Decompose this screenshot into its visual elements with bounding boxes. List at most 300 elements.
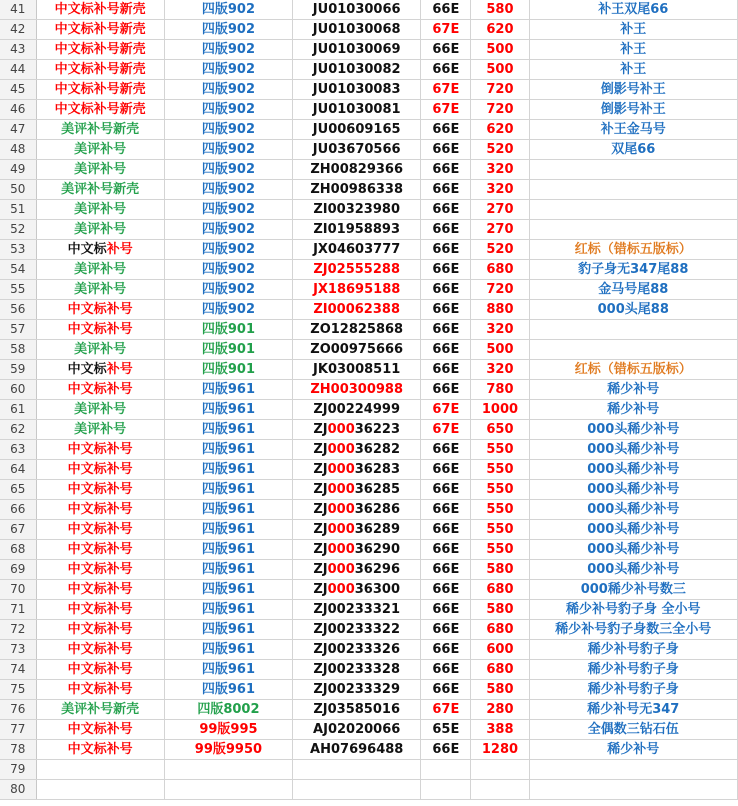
cell-version[interactable] (164, 220, 292, 240)
cell-serial[interactable] (293, 480, 421, 500)
cell-category[interactable] (36, 540, 164, 560)
cell-note[interactable] (529, 100, 737, 120)
cell-serial[interactable] (293, 80, 421, 100)
cell-price[interactable] (471, 420, 529, 440)
cell-category[interactable] (36, 760, 164, 780)
cell-code[interactable] (421, 80, 471, 100)
cell-version[interactable] (164, 720, 292, 740)
cell-version[interactable] (164, 260, 292, 280)
cell-price[interactable] (471, 480, 529, 500)
cell-category[interactable] (36, 640, 164, 660)
cell-code[interactable] (421, 600, 471, 620)
cell-price[interactable] (471, 340, 529, 360)
cell-price[interactable] (471, 120, 529, 140)
cell-price[interactable] (471, 260, 529, 280)
cell-version[interactable] (164, 780, 292, 800)
row-number[interactable]: 50 (0, 180, 36, 200)
cell-note[interactable] (529, 620, 737, 640)
cell-note[interactable] (529, 680, 737, 700)
cell-code[interactable] (421, 760, 471, 780)
cell-note[interactable] (529, 460, 737, 480)
cell-note[interactable] (529, 240, 737, 260)
cell-note[interactable] (529, 400, 737, 420)
cell-version[interactable] (164, 560, 292, 580)
cell-version[interactable] (164, 160, 292, 180)
cell-serial[interactable] (293, 740, 421, 760)
cell-serial[interactable] (293, 540, 421, 560)
cell-note[interactable] (529, 500, 737, 520)
cell-code[interactable] (421, 240, 471, 260)
cell-version[interactable] (164, 240, 292, 260)
cell-text: 稀少补号豹子身 (587, 682, 679, 697)
cell-serial[interactable] (293, 40, 421, 60)
cell-version[interactable] (164, 760, 292, 780)
cell-note[interactable] (529, 140, 737, 160)
cell-serial[interactable] (293, 220, 421, 240)
cell-category[interactable] (36, 260, 164, 280)
cell-code[interactable] (421, 340, 471, 360)
cell-serial[interactable] (293, 580, 421, 600)
row-number[interactable]: 70 (0, 580, 36, 600)
cell-code[interactable] (421, 40, 471, 60)
cell-price[interactable] (471, 280, 529, 300)
cell-category[interactable] (36, 520, 164, 540)
cell-serial[interactable] (293, 700, 421, 720)
cell-note[interactable] (529, 340, 737, 360)
cell-price[interactable] (471, 520, 529, 540)
cell-price[interactable] (471, 20, 529, 40)
cell-text: 320 (486, 182, 514, 197)
cell-note[interactable] (529, 780, 737, 800)
cell-version[interactable] (164, 60, 292, 80)
cell-category[interactable] (36, 480, 164, 500)
cell-price[interactable] (471, 40, 529, 60)
cell-serial[interactable] (293, 560, 421, 580)
cell-note[interactable] (529, 300, 737, 320)
cell-price[interactable] (471, 300, 529, 320)
cell-serial[interactable] (293, 360, 421, 380)
cell-code[interactable] (421, 100, 471, 120)
cell-category[interactable] (36, 460, 164, 480)
cell-note[interactable] (529, 380, 737, 400)
cell-code[interactable] (421, 560, 471, 580)
row-number[interactable]: 80 (0, 780, 36, 800)
row-number[interactable]: 52 (0, 220, 36, 240)
cell-price[interactable] (471, 380, 529, 400)
cell-serial[interactable] (293, 760, 421, 780)
cell-note[interactable] (529, 700, 737, 720)
cell-price[interactable] (471, 160, 529, 180)
row-number[interactable]: 75 (0, 680, 36, 700)
cell-text: 四版961 (201, 442, 255, 457)
row-number[interactable]: 64 (0, 460, 36, 480)
row-number[interactable]: 62 (0, 420, 36, 440)
cell-version[interactable] (164, 480, 292, 500)
cell-serial[interactable] (293, 500, 421, 520)
cell-note[interactable] (529, 580, 737, 600)
cell-code[interactable] (421, 720, 471, 740)
row-number[interactable]: 60 (0, 380, 36, 400)
cell-version[interactable] (164, 140, 292, 160)
cell-serial[interactable] (293, 780, 421, 800)
cell-note[interactable] (529, 540, 737, 560)
row-number[interactable]: 54 (0, 260, 36, 280)
cell-price[interactable] (471, 780, 529, 800)
cell-price[interactable] (471, 760, 529, 780)
cell-category[interactable] (36, 180, 164, 200)
cell-category[interactable] (36, 400, 164, 420)
cell-price[interactable] (471, 580, 529, 600)
cell-category[interactable] (36, 160, 164, 180)
cell-serial[interactable] (293, 680, 421, 700)
cell-category[interactable] (36, 440, 164, 460)
row-number[interactable]: 46 (0, 100, 36, 120)
cell-serial[interactable] (293, 120, 421, 140)
cell-text: 美评补号 (74, 402, 127, 417)
cell-serial[interactable] (293, 600, 421, 620)
cell-category[interactable] (36, 20, 164, 40)
cell-note[interactable] (529, 720, 737, 740)
cell-price[interactable] (471, 740, 529, 760)
cell-version[interactable] (164, 420, 292, 440)
cell-version[interactable] (164, 620, 292, 640)
cell-serial[interactable] (293, 60, 421, 80)
cell-note[interactable] (529, 520, 737, 540)
table-row (0, 580, 738, 600)
cell-serial[interactable] (293, 20, 421, 40)
cell-note[interactable] (529, 420, 737, 440)
row-number[interactable]: 69 (0, 560, 36, 580)
cell-version[interactable] (164, 400, 292, 420)
cell-note[interactable] (529, 320, 737, 340)
cell-code[interactable] (421, 220, 471, 240)
cell-serial[interactable] (293, 160, 421, 180)
row-number[interactable]: 63 (0, 440, 36, 460)
cell-text: JU01030081 (312, 102, 401, 117)
row-number[interactable]: 47 (0, 120, 36, 140)
cell-code[interactable] (421, 160, 471, 180)
cell-version[interactable] (164, 500, 292, 520)
cell-note[interactable] (529, 600, 737, 620)
cell-serial[interactable] (293, 280, 421, 300)
row-number[interactable]: 74 (0, 660, 36, 680)
row-number[interactable]: 79 (0, 760, 36, 780)
cell-category[interactable] (36, 340, 164, 360)
row-number[interactable]: 55 (0, 280, 36, 300)
cell-code[interactable] (421, 580, 471, 600)
cell-note[interactable] (529, 180, 737, 200)
cell-version[interactable] (164, 340, 292, 360)
cell-category[interactable] (36, 60, 164, 80)
cell-note[interactable] (529, 360, 737, 380)
cell-code[interactable] (421, 200, 471, 220)
cell-serial[interactable] (293, 400, 421, 420)
cell-category[interactable] (36, 320, 164, 340)
cell-category[interactable] (36, 280, 164, 300)
cell-category[interactable] (36, 200, 164, 220)
cell-version[interactable] (164, 700, 292, 720)
cell-note[interactable] (529, 80, 737, 100)
cell-serial[interactable] (293, 260, 421, 280)
cell-text: 66E (432, 302, 460, 317)
row-number[interactable]: 41 (0, 0, 36, 20)
cell-version[interactable] (164, 320, 292, 340)
cell-code[interactable] (421, 480, 471, 500)
cell-serial[interactable] (293, 0, 421, 20)
row-number[interactable]: 53 (0, 240, 36, 260)
cell-text: 四版902 (201, 222, 255, 237)
cell-note[interactable] (529, 160, 737, 180)
cell-price[interactable] (471, 0, 529, 20)
table-row (0, 600, 738, 620)
cell-note[interactable] (529, 120, 737, 140)
row-number[interactable]: 48 (0, 140, 36, 160)
row-number[interactable]: 43 (0, 40, 36, 60)
cell-note[interactable] (529, 280, 737, 300)
cell-category[interactable] (36, 720, 164, 740)
cell-category[interactable] (36, 80, 164, 100)
cell-code[interactable] (421, 280, 471, 300)
row-number[interactable]: 51 (0, 200, 36, 220)
cell-category[interactable] (36, 420, 164, 440)
cell-category[interactable] (36, 360, 164, 380)
row-number[interactable]: 67 (0, 520, 36, 540)
table-row (0, 560, 738, 580)
cell-category[interactable] (36, 0, 164, 20)
row-number[interactable]: 71 (0, 600, 36, 620)
cell-serial[interactable] (293, 620, 421, 640)
cell-version[interactable] (164, 0, 292, 20)
cell-note[interactable] (529, 0, 737, 20)
cell-code[interactable] (421, 740, 471, 760)
cell-serial[interactable] (293, 660, 421, 680)
cell-category[interactable] (36, 700, 164, 720)
cell-version[interactable] (164, 680, 292, 700)
cell-version[interactable] (164, 40, 292, 60)
cell-version[interactable] (164, 120, 292, 140)
table-row (0, 60, 738, 80)
cell-price[interactable] (471, 200, 529, 220)
cell-code[interactable] (421, 500, 471, 520)
cell-category[interactable] (36, 780, 164, 800)
cell-category[interactable] (36, 560, 164, 580)
row-number[interactable]: 68 (0, 540, 36, 560)
cell-version[interactable] (164, 200, 292, 220)
cell-category[interactable] (36, 660, 164, 680)
cell-code[interactable] (421, 260, 471, 280)
row-number[interactable]: 73 (0, 640, 36, 660)
cell-price[interactable] (471, 180, 529, 200)
cell-code[interactable] (421, 380, 471, 400)
cell-price[interactable] (471, 540, 529, 560)
cell-code[interactable] (421, 460, 471, 480)
row-number[interactable]: 44 (0, 60, 36, 80)
cell-note[interactable] (529, 640, 737, 660)
cell-version[interactable] (164, 20, 292, 40)
cell-price[interactable] (471, 320, 529, 340)
cell-code[interactable] (421, 620, 471, 640)
cell-price[interactable] (471, 560, 529, 580)
cell-version[interactable] (164, 460, 292, 480)
cell-serial[interactable] (293, 240, 421, 260)
row-number[interactable]: 76 (0, 700, 36, 720)
row-number[interactable]: 57 (0, 320, 36, 340)
cell-text: 四版961 (201, 382, 255, 397)
cell-price[interactable] (471, 240, 529, 260)
cell-text: 四版961 (201, 582, 255, 597)
cell-version[interactable] (164, 600, 292, 620)
cell-version[interactable] (164, 740, 292, 760)
cell-code[interactable] (421, 780, 471, 800)
cell-serial[interactable] (293, 720, 421, 740)
cell-price[interactable] (471, 460, 529, 480)
cell-category[interactable] (36, 120, 164, 140)
cell-category[interactable] (36, 620, 164, 640)
cell-category[interactable] (36, 240, 164, 260)
cell-serial[interactable] (293, 180, 421, 200)
row-number[interactable]: 45 (0, 80, 36, 100)
cell-category[interactable] (36, 500, 164, 520)
cell-price[interactable] (471, 700, 529, 720)
cell-text: 66E (432, 522, 460, 537)
cell-text: 550 (486, 502, 514, 517)
cell-note[interactable] (529, 60, 737, 80)
cell-note[interactable] (529, 760, 737, 780)
cell-text: 红标（错标五版标） (574, 362, 692, 377)
cell-code[interactable] (421, 540, 471, 560)
cell-price[interactable] (471, 620, 529, 640)
cell-code[interactable] (421, 180, 471, 200)
cell-serial[interactable] (293, 140, 421, 160)
cell-code[interactable] (421, 400, 471, 420)
cell-code[interactable] (421, 120, 471, 140)
cell-price[interactable] (471, 440, 529, 460)
cell-note[interactable] (529, 260, 737, 280)
cell-code[interactable] (421, 680, 471, 700)
cell-serial[interactable] (293, 380, 421, 400)
cell-text: 中文标 (67, 242, 107, 257)
cell-category[interactable] (36, 100, 164, 120)
row-number[interactable]: 56 (0, 300, 36, 320)
cell-category[interactable] (36, 220, 164, 240)
cell-code[interactable] (421, 320, 471, 340)
cell-category[interactable] (36, 300, 164, 320)
cell-version[interactable] (164, 100, 292, 120)
cell-version[interactable] (164, 640, 292, 660)
cell-serial[interactable] (293, 420, 421, 440)
cell-serial[interactable] (293, 520, 421, 540)
cell-category[interactable] (36, 140, 164, 160)
cell-price[interactable] (471, 500, 529, 520)
cell-price[interactable] (471, 640, 529, 660)
cell-code[interactable] (421, 520, 471, 540)
cell-note[interactable] (529, 220, 737, 240)
cell-version[interactable] (164, 80, 292, 100)
cell-note[interactable] (529, 740, 737, 760)
cell-version[interactable] (164, 540, 292, 560)
cell-price[interactable] (471, 680, 529, 700)
cell-version[interactable] (164, 300, 292, 320)
cell-code[interactable] (421, 360, 471, 380)
row-number[interactable]: 72 (0, 620, 36, 640)
cell-text: 四版902 (201, 42, 255, 57)
cell-price[interactable] (471, 360, 529, 380)
cell-version[interactable] (164, 380, 292, 400)
row-number[interactable]: 65 (0, 480, 36, 500)
cell-serial[interactable] (293, 340, 421, 360)
row-number[interactable]: 61 (0, 400, 36, 420)
cell-category[interactable] (36, 40, 164, 60)
cell-price[interactable] (471, 400, 529, 420)
row-number[interactable]: 66 (0, 500, 36, 520)
cell-code[interactable] (421, 440, 471, 460)
cell-version[interactable] (164, 520, 292, 540)
cell-price[interactable] (471, 600, 529, 620)
cell-version[interactable] (164, 580, 292, 600)
cell-serial[interactable] (293, 200, 421, 220)
row-number[interactable]: 42 (0, 20, 36, 40)
cell-version[interactable] (164, 180, 292, 200)
cell-note[interactable] (529, 20, 737, 40)
cell-serial[interactable] (293, 440, 421, 460)
cell-category[interactable] (36, 380, 164, 400)
cell-code[interactable] (421, 640, 471, 660)
cell-price[interactable] (471, 220, 529, 240)
cell-version[interactable] (164, 440, 292, 460)
row-number[interactable]: 58 (0, 340, 36, 360)
cell-category[interactable] (36, 740, 164, 760)
cell-category[interactable] (36, 580, 164, 600)
cell-version[interactable] (164, 280, 292, 300)
cell-note[interactable] (529, 660, 737, 680)
cell-category[interactable] (36, 680, 164, 700)
cell-serial[interactable] (293, 640, 421, 660)
cell-price[interactable] (471, 720, 529, 740)
cell-code[interactable] (421, 300, 471, 320)
row-number[interactable]: 78 (0, 740, 36, 760)
cell-serial[interactable] (293, 300, 421, 320)
cell-price[interactable] (471, 660, 529, 680)
cell-note[interactable] (529, 200, 737, 220)
cell-code[interactable] (421, 700, 471, 720)
cell-note[interactable] (529, 40, 737, 60)
cell-serial[interactable] (293, 100, 421, 120)
cell-price[interactable] (471, 60, 529, 80)
cell-code[interactable] (421, 420, 471, 440)
cell-version[interactable] (164, 660, 292, 680)
cell-note[interactable] (529, 480, 737, 500)
cell-category[interactable] (36, 600, 164, 620)
row-number[interactable]: 49 (0, 160, 36, 180)
cell-code[interactable] (421, 60, 471, 80)
cell-text: 99版995 (199, 722, 258, 737)
cell-version[interactable] (164, 360, 292, 380)
cell-price[interactable] (471, 80, 529, 100)
row-number[interactable]: 59 (0, 360, 36, 380)
cell-text: 四版902 (201, 102, 255, 117)
cell-code[interactable] (421, 20, 471, 40)
cell-code[interactable] (421, 0, 471, 20)
cell-note[interactable] (529, 440, 737, 460)
cell-code[interactable] (421, 140, 471, 160)
cell-serial[interactable] (293, 320, 421, 340)
cell-price[interactable] (471, 140, 529, 160)
cell-price[interactable] (471, 100, 529, 120)
cell-code[interactable] (421, 660, 471, 680)
cell-serial[interactable] (293, 460, 421, 480)
cell-note[interactable] (529, 560, 737, 580)
row-number[interactable]: 77 (0, 720, 36, 740)
